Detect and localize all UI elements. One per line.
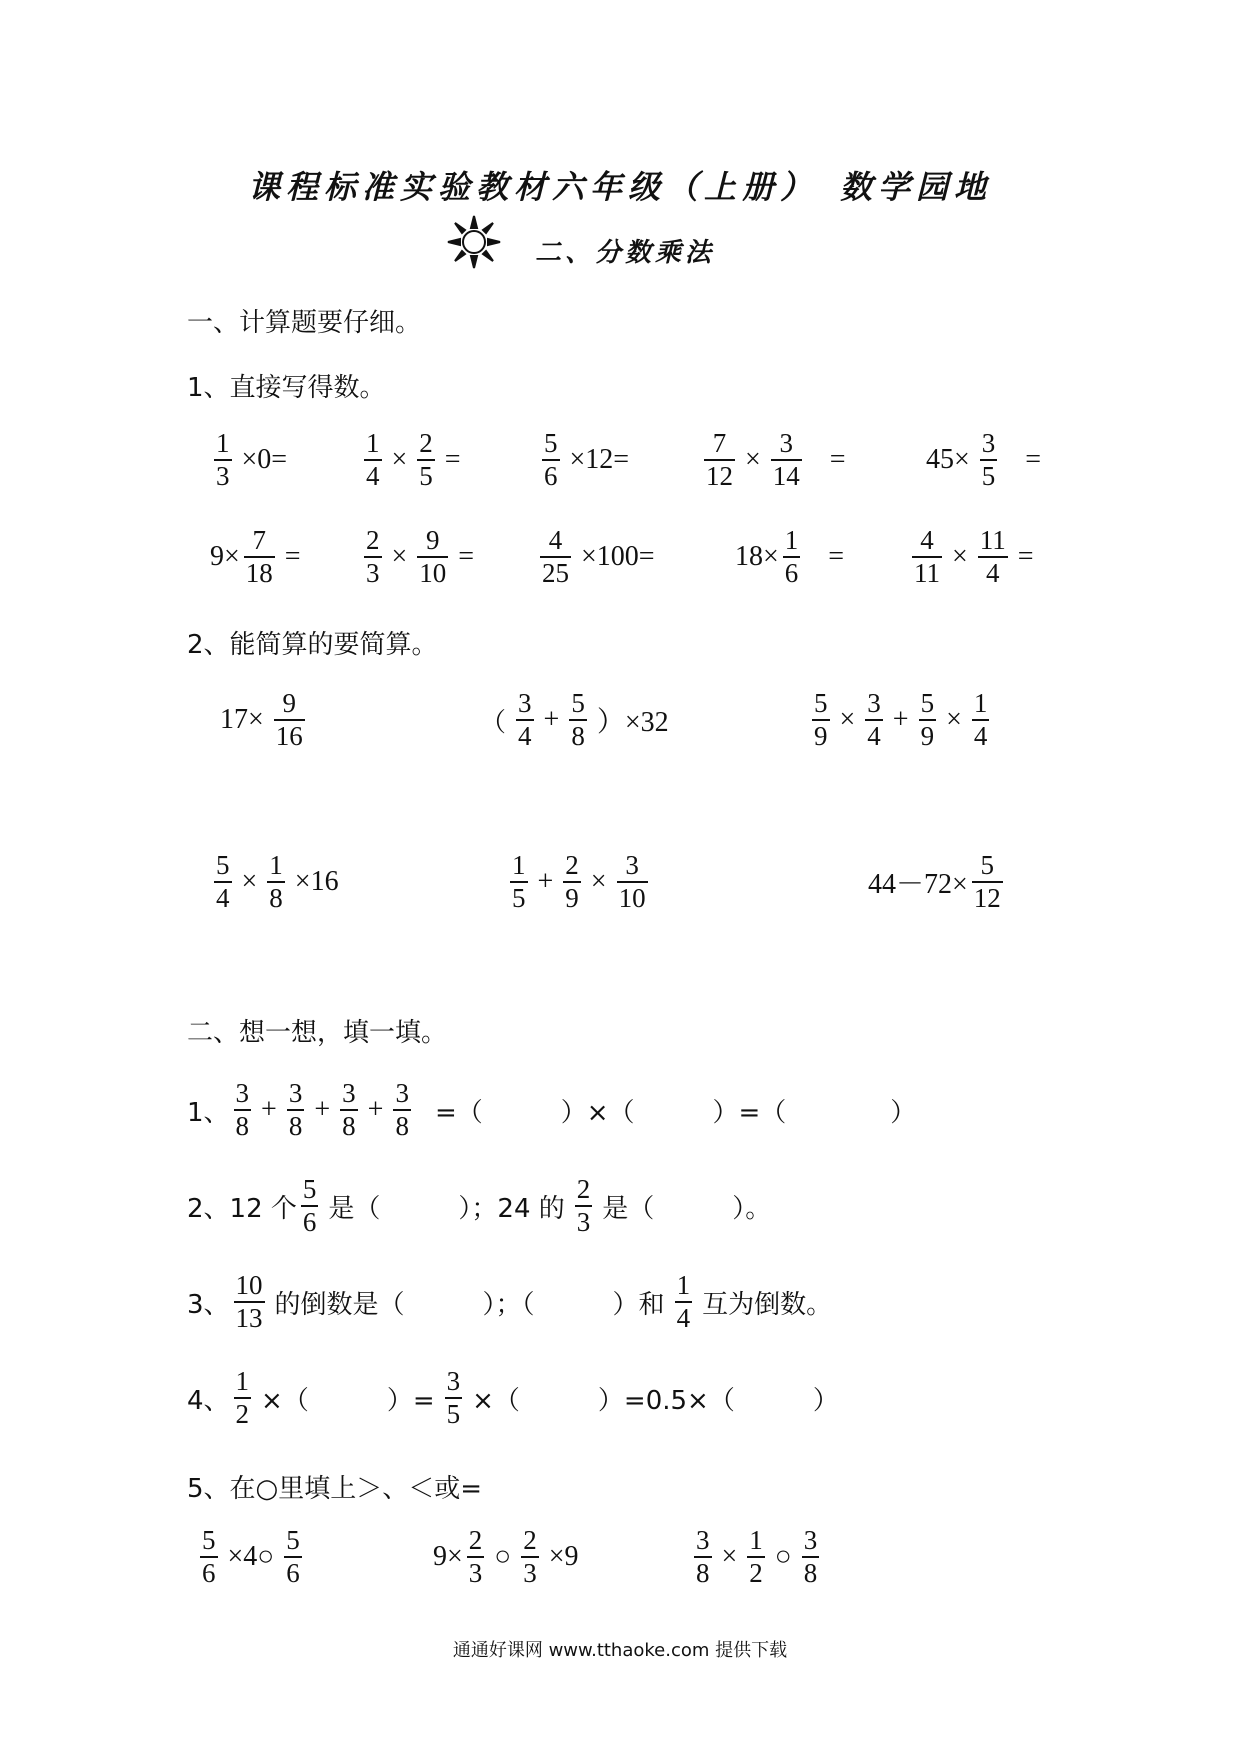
- expr-text: +: [367, 1094, 384, 1126]
- question-2-heading: 2、能简算的要简算。: [187, 630, 438, 660]
- fill-question-4: [187, 1366, 845, 1430]
- numerator: 4: [920, 525, 934, 555]
- expr-text: ×0=: [241, 444, 288, 476]
- fraction: [980, 428, 998, 492]
- expr-text: ○: [774, 1541, 792, 1573]
- simplify-1: [214, 688, 309, 752]
- expr-text: ×（ ）=: [261, 1385, 435, 1416]
- fraction: [284, 1525, 302, 1589]
- denominator: 8: [803, 1558, 818, 1589]
- fraction: [802, 1525, 820, 1589]
- numerator: 3: [288, 1078, 303, 1108]
- expr-text: ×: [721, 1541, 738, 1573]
- section-2-heading: 二、想一想，填一填。: [187, 1018, 448, 1048]
- numerator: 1: [366, 428, 380, 458]
- expr-text: （: [480, 707, 507, 738]
- numerator: 2: [419, 428, 433, 458]
- numerator: 1: [784, 525, 799, 555]
- numerator: 3: [867, 688, 881, 718]
- denominator: 9: [565, 883, 579, 914]
- fraction: [563, 850, 581, 914]
- expr-text: 18×: [735, 541, 779, 573]
- expr-text: ×16: [294, 866, 339, 898]
- fraction: [234, 1270, 265, 1334]
- denominator: 8: [395, 1111, 409, 1142]
- question-1-heading: 1、直接写得数。: [187, 373, 386, 403]
- expr-text: 的倒数是（ ）；（ ）和: [274, 1289, 665, 1320]
- expr-text: ×: [946, 704, 962, 736]
- expr-text: ×: [241, 866, 258, 898]
- expr-2-4: [735, 525, 850, 589]
- expr-text: =（ ）×（ ）=（ ）: [434, 1097, 917, 1128]
- expr-text: =: [1017, 541, 1034, 573]
- denominator: 4: [973, 721, 988, 752]
- expr-text: 17×: [220, 704, 264, 736]
- compare-3: [690, 1525, 823, 1589]
- denominator: 16: [275, 721, 303, 752]
- expr-text: ×: [839, 704, 856, 736]
- numerator: 5: [920, 688, 935, 718]
- simplify-5: [506, 850, 652, 914]
- numerator: 3: [625, 850, 639, 880]
- numerator: 5: [302, 1174, 317, 1204]
- page-title: 课程标准实验教材六年级（上册） 数学园地: [247, 168, 992, 206]
- expr-text: ×: [391, 541, 408, 573]
- expr-text: ○: [494, 1541, 512, 1573]
- expr-text: 9×: [210, 541, 240, 573]
- expr-text: ×: [391, 444, 408, 476]
- denominator: 9: [920, 721, 935, 752]
- sun-icon: [446, 214, 502, 270]
- numerator: 2: [468, 1525, 483, 1555]
- denominator: 8: [342, 1111, 356, 1142]
- fraction: [747, 1525, 765, 1589]
- denominator: 3: [523, 1558, 537, 1589]
- fraction: [865, 688, 883, 752]
- denominator: 4: [366, 461, 380, 492]
- numerator: 3: [696, 1525, 710, 1555]
- expr-1-1: [210, 428, 293, 492]
- numerator: 2: [565, 850, 579, 880]
- expr-1-2: [360, 428, 467, 492]
- denominator: 6: [286, 1558, 300, 1589]
- expr-text: ×: [745, 444, 761, 476]
- expr-1-5: [920, 428, 1047, 492]
- denominator: 10: [419, 558, 447, 589]
- denominator: 6: [302, 1207, 317, 1238]
- denominator: 10: [618, 883, 646, 914]
- numerator: 3: [446, 1366, 461, 1396]
- fraction: [919, 688, 937, 752]
- fraction: [575, 1174, 593, 1238]
- expr-text: ×: [952, 541, 968, 573]
- fraction: [467, 1525, 485, 1589]
- expr-text: 互为倒数。: [702, 1289, 833, 1320]
- numerator: 3: [395, 1078, 409, 1108]
- simplify-2: [474, 688, 675, 752]
- expr-1-3: [538, 428, 635, 492]
- expr-text: ×4○: [227, 1541, 275, 1573]
- expr-text: 是（ ）；24 的: [328, 1193, 565, 1224]
- fill-question-1: [187, 1078, 922, 1142]
- numerator: 5: [544, 428, 558, 458]
- expr-text: ）×32: [596, 707, 669, 739]
- fraction: [287, 1078, 305, 1142]
- numerator: 1: [216, 428, 230, 458]
- denominator: 4: [518, 721, 532, 752]
- fraction: [912, 525, 942, 589]
- numerator: 1: [512, 850, 526, 880]
- fraction: [274, 688, 305, 752]
- denominator: 2: [749, 1558, 763, 1589]
- expr-2-2: [360, 525, 480, 589]
- numerator: 9: [282, 688, 297, 718]
- numerator: 3: [235, 1078, 250, 1108]
- fraction: [783, 525, 801, 589]
- numerator: 1: [973, 688, 988, 718]
- denominator: 6: [544, 461, 558, 492]
- expr-text: 3、: [187, 1289, 230, 1320]
- denominator: 9: [814, 721, 828, 752]
- expr-text: =: [1025, 444, 1042, 476]
- denominator: 8: [269, 883, 283, 914]
- numerator: 3: [518, 688, 532, 718]
- fraction: [214, 850, 232, 914]
- denominator: 5: [512, 883, 526, 914]
- simplify-4: [210, 850, 345, 914]
- expr-2-3: [536, 525, 661, 589]
- fill-question-3: [187, 1270, 838, 1334]
- expr-text: ×（ ）=0.5×（ ）: [472, 1385, 839, 1416]
- fraction: [542, 428, 560, 492]
- numerator: 1: [749, 1525, 763, 1555]
- expr-text: 4、: [187, 1385, 230, 1416]
- denominator: 4: [216, 883, 230, 914]
- fraction: [364, 428, 382, 492]
- fraction: [234, 1366, 252, 1430]
- fraction: [617, 850, 648, 914]
- numerator: 3: [981, 428, 996, 458]
- denominator: 8: [235, 1111, 250, 1142]
- denominator: 12: [706, 461, 733, 492]
- expr-text: ×12=: [569, 444, 630, 476]
- numerator: 1: [235, 1366, 250, 1396]
- numerator: 9: [426, 525, 440, 555]
- expr-text: 1、: [187, 1097, 230, 1128]
- denominator: 18: [245, 558, 273, 589]
- fraction: [510, 850, 528, 914]
- expr-text: 是（ ）。: [602, 1193, 772, 1224]
- numerator: 5: [980, 850, 995, 880]
- fraction: [540, 525, 571, 589]
- expr-text: +: [537, 866, 554, 898]
- expr-text: =: [444, 444, 461, 476]
- numerator: 7: [252, 525, 267, 555]
- expr-text: =: [284, 541, 301, 573]
- numerator: 1: [676, 1270, 691, 1300]
- fraction: [516, 688, 534, 752]
- compare-2: [433, 1525, 585, 1589]
- expr-text: ×100=: [581, 541, 655, 573]
- numerator: 7: [712, 428, 727, 458]
- numerator: 1: [269, 850, 283, 880]
- fraction: [417, 428, 435, 492]
- page-subtitle: 二、分数乘法: [535, 238, 716, 268]
- numerator: 2: [576, 1174, 591, 1204]
- denominator: 8: [571, 721, 585, 752]
- numerator: 3: [803, 1525, 818, 1555]
- fraction: [417, 525, 448, 589]
- fraction: [978, 525, 1008, 589]
- denominator: 5: [419, 461, 433, 492]
- fraction: [214, 428, 232, 492]
- numerator: 3: [342, 1078, 356, 1108]
- denominator: 8: [696, 1558, 710, 1589]
- expr-text: +: [261, 1094, 277, 1126]
- numerator: 5: [571, 688, 585, 718]
- numerator: 11: [979, 525, 1006, 555]
- expr-text: +: [314, 1094, 331, 1126]
- denominator: 4: [676, 1303, 691, 1334]
- expr-text: =: [458, 541, 475, 573]
- numerator: 5: [286, 1525, 300, 1555]
- denominator: 3: [576, 1207, 591, 1238]
- denominator: 13: [235, 1303, 263, 1334]
- expr-text: 45×: [926, 444, 970, 476]
- expr-text: 2、12 个: [187, 1193, 297, 1224]
- fraction: [234, 1078, 252, 1142]
- fraction: [972, 850, 1003, 914]
- question-5-heading: 5、在○里填上＞、＜或=: [187, 1474, 483, 1504]
- expr-2-1: [210, 525, 307, 589]
- expr-1-4: [700, 428, 852, 492]
- denominator: 4: [867, 721, 881, 752]
- fraction: [267, 850, 285, 914]
- numerator: 3: [779, 428, 794, 458]
- expr-text: =: [828, 541, 845, 573]
- fraction: [569, 688, 587, 752]
- expr-2-5: [908, 525, 1040, 589]
- fraction: [340, 1078, 358, 1142]
- fraction: [771, 428, 802, 492]
- denominator: 12: [973, 883, 1001, 914]
- denominator: 14: [772, 461, 800, 492]
- fraction: [364, 525, 382, 589]
- footer-credit: 通通好课网 www.tthaoke.com 提供下载: [452, 1640, 788, 1661]
- denominator: 2: [235, 1399, 250, 1430]
- fraction: [301, 1174, 319, 1238]
- fraction: [393, 1078, 411, 1142]
- numerator: 10: [235, 1270, 263, 1300]
- simplify-6: [868, 850, 1007, 914]
- numerator: 4: [548, 525, 563, 555]
- denominator: 3: [468, 1558, 483, 1589]
- denominator: 25: [542, 558, 569, 589]
- denominator: 3: [366, 558, 380, 589]
- section-1-heading: 一、计算题要仔细。: [187, 308, 422, 338]
- fraction: [445, 1366, 463, 1430]
- expr-text: +: [543, 704, 560, 736]
- denominator: 8: [288, 1111, 303, 1142]
- fraction: [521, 1525, 539, 1589]
- fraction: [812, 688, 830, 752]
- numerator: 2: [523, 1525, 537, 1555]
- expr-text: ×: [590, 866, 607, 898]
- numerator: 2: [366, 525, 380, 555]
- simplify-3: [808, 688, 993, 752]
- denominator: 6: [202, 1558, 216, 1589]
- denominator: 5: [446, 1399, 461, 1430]
- expr-text: 44－72×: [868, 869, 968, 901]
- numerator: 5: [814, 688, 828, 718]
- expr-text: +: [892, 704, 909, 736]
- denominator: 6: [784, 558, 799, 589]
- fraction: [694, 1525, 712, 1589]
- fraction: [675, 1270, 693, 1334]
- fraction: [972, 688, 990, 752]
- fraction: [200, 1525, 218, 1589]
- fraction: [244, 525, 275, 589]
- denominator: 11: [914, 558, 940, 589]
- expr-text: 9×: [433, 1541, 463, 1573]
- numerator: 5: [216, 850, 230, 880]
- denominator: 5: [981, 461, 996, 492]
- expr-text: =: [829, 444, 846, 476]
- denominator: 3: [216, 461, 230, 492]
- denominator: 4: [986, 558, 1000, 589]
- numerator: 5: [202, 1525, 216, 1555]
- expr-text: ×9: [548, 1541, 579, 1573]
- fill-question-2: [187, 1174, 777, 1238]
- fraction: [704, 428, 735, 492]
- compare-1: [196, 1525, 306, 1589]
